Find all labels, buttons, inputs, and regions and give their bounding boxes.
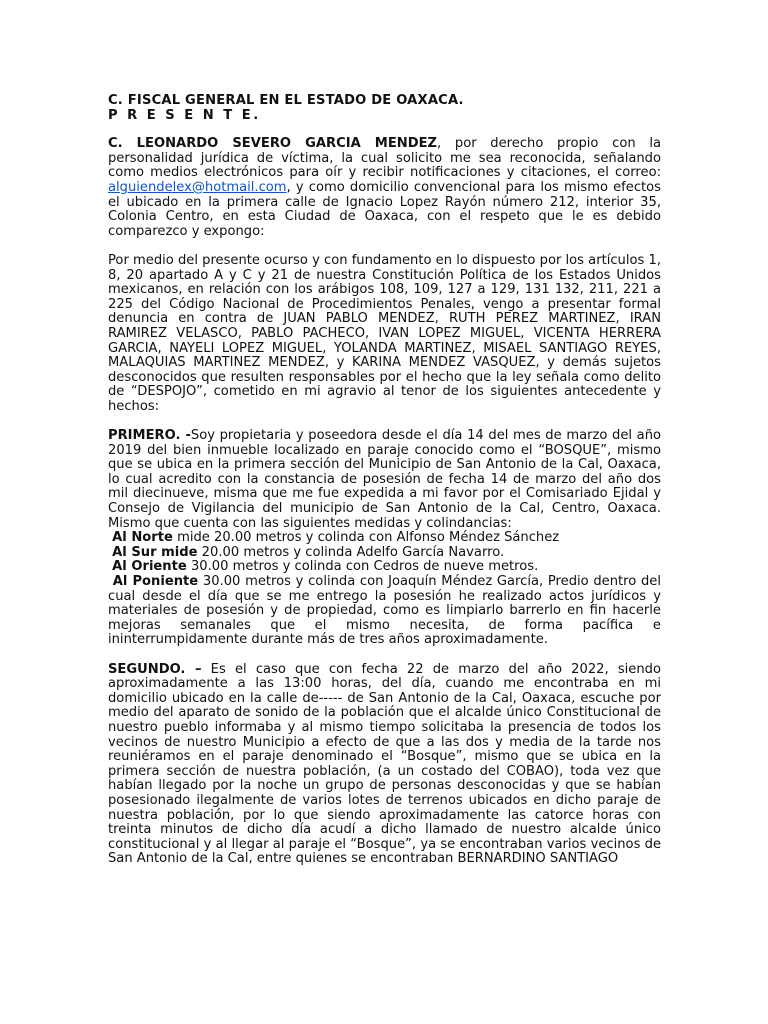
document-body	[108, 94, 661, 881]
measure-sur	[108, 546, 661, 561]
measure-text: 20.00 metros y colinda Adelfo García Navarro.	[197, 544, 505, 560]
measure-poniente	[108, 575, 661, 648]
segundo-paragraph	[108, 663, 661, 867]
primero-section	[108, 429, 661, 648]
primero-text: Soy propietaria y poseedora desde el día 14 del mes de marzo del año 2019 del bien inmueble localizado en paraje conocido como el “BOSQUE”, mismo que se ubica en la primera sección del Municipio de San Antonio de la Cal, Oaxaca, lo cual acredito con la constancia de posesión de fecha 14 de marzo del año dos mil diecinueve, misma que me fue expedida a mi favor por el Comisariado Ejidal y Consejo de Vigilancia del municipio de San Antonio de la Cal, Centro, Oaxaca. Mismo que cuenta con las siguientes medidas y colindancias:	[108, 428, 662, 531]
intro-text-1: , por derecho propio con la personalidad jurídica de víctima, la cual solicito me sea reconocida, señalando como medios electrónicos para oír y recibir notificaciones y citaciones, el correo:	[108, 136, 661, 181]
measure-label: Al Poniente	[112, 574, 199, 589]
intro-text-2: , y como domicilio convencional para los mismo efectos el ubicado en la primera calle de Ignacio Lopez Rayón número 212, interior 35, Colonia Centro, en esta Ciudad de Oaxaca, con el respeto que le es debido comparezco y expongo:	[108, 179, 661, 239]
measure-text: 30.00 metros y colinda con Joaquín Méndez García, Predio dentro del cual desde el día que se me entrego la posesión he realizado actos jurídicos y materiales de posesión y de propiedad, como es limpiarlo barrerlo en fin hacerle mejoras semanales que el mismo necesita, de forma pacífica e ininterrumpidamente durante más de tres años aproximadamente.	[108, 574, 661, 648]
measure-text: mide 20.00 metros y colinda con Alfonso Méndez Sánchez	[172, 530, 560, 546]
measure-oriente	[108, 560, 661, 575]
intro-paragraph	[108, 137, 661, 239]
addressee-heading: C. FISCAL GENERAL EN EL ESTADO DE OAXACA.	[108, 93, 464, 108]
measure-label: Al Oriente	[112, 559, 187, 575]
measure-norte	[108, 531, 661, 546]
primero-paragraph	[108, 429, 661, 531]
measure-label: Al Norte	[112, 530, 173, 546]
email-link[interactable]: alguiendelex@hotmail.com	[108, 179, 287, 195]
measure-label: Al Sur mide	[112, 544, 198, 560]
segundo-text: Es el caso que con fecha 22 de marzo del año 2022, siendo aproximadamente a las 13:00 horas, del día, cuando me encontraba en mi domicilio ubicado en la calle de----- de San Antonio de la Cal, Oaxaca, escuche por medio del aparato de sonido de la población que el alcalde único Constitucional de nuestro pueblo informaba y al mismo tiempo solicitaba la presencia de todos los vecinos de nuestro Municipio a efecto de que a las dos y media de la tarde nos reuniéramos en el paraje denominado el “Bosque”, mismo que se ubica en la primera sección de nuestra población, (a un costado del COBAO), toda vez que habían llegado por la noche un grupo de personas desconocidas y que se habían posesionado ilegalmente de varios lotes de terrenos ubicados en dicho paraje de nuestra población, por lo que siendo aproximadamente las catorce horas con treinta minutos de dicho día acudí a dicho llamado de nuestro alcalde único constitucional y al llegar al paraje el “Bosque”, ya se encontraban varios vecinos de San Antonio de la Cal, entre quienes se encontraban BERNARDINO SANTIAGO	[108, 661, 661, 867]
complainant-name: C. LEONARDO SEVERO GARCIA MENDEZ	[108, 136, 438, 152]
primero-label: PRIMERO. -	[108, 428, 191, 444]
presente-heading: P R E S E N T E.	[108, 107, 261, 123]
basis-paragraph: Por medio del presente ocurso y con fundamento en lo dispuesto por los artículos 1, 8, 20 apartado A y C y 21 de nuestra Constitución Política de los Estados Unidos mexicanos, en relación con los arábigos 108, 109, 127 a 129, 131 132, 211, 221 a 225 del Código Nacional de Procedimientos Penales, vengo a presentar formal denuncia en contra de JUAN PABLO MENDEZ, RUTH PEREZ MARTINEZ, IRAN RAMIREZ VELASCO, PABLO PACHECO, IVAN LOPEZ MIGUEL, VICENTA HERRERA GARCIA, NAYELI LOPEZ MIGUEL, YOLANDA MARTINEZ, MISAEL SANTIAGO REYES, MALAQUIAS MARTINEZ MENDEZ, y KARINA MENDEZ VASQUEZ, y demás sujetos desconocidos que resulten responsables por el hecho que la ley señala como delito de “DESPOJO”, cometido en mi agravio al tenor de los siguientes antecedente y hechos:	[108, 252, 661, 414]
measure-text: 30.00 metros y colinda con Cedros de nueve metros.	[186, 559, 539, 575]
segundo-label: SEGUNDO. –	[108, 661, 202, 677]
